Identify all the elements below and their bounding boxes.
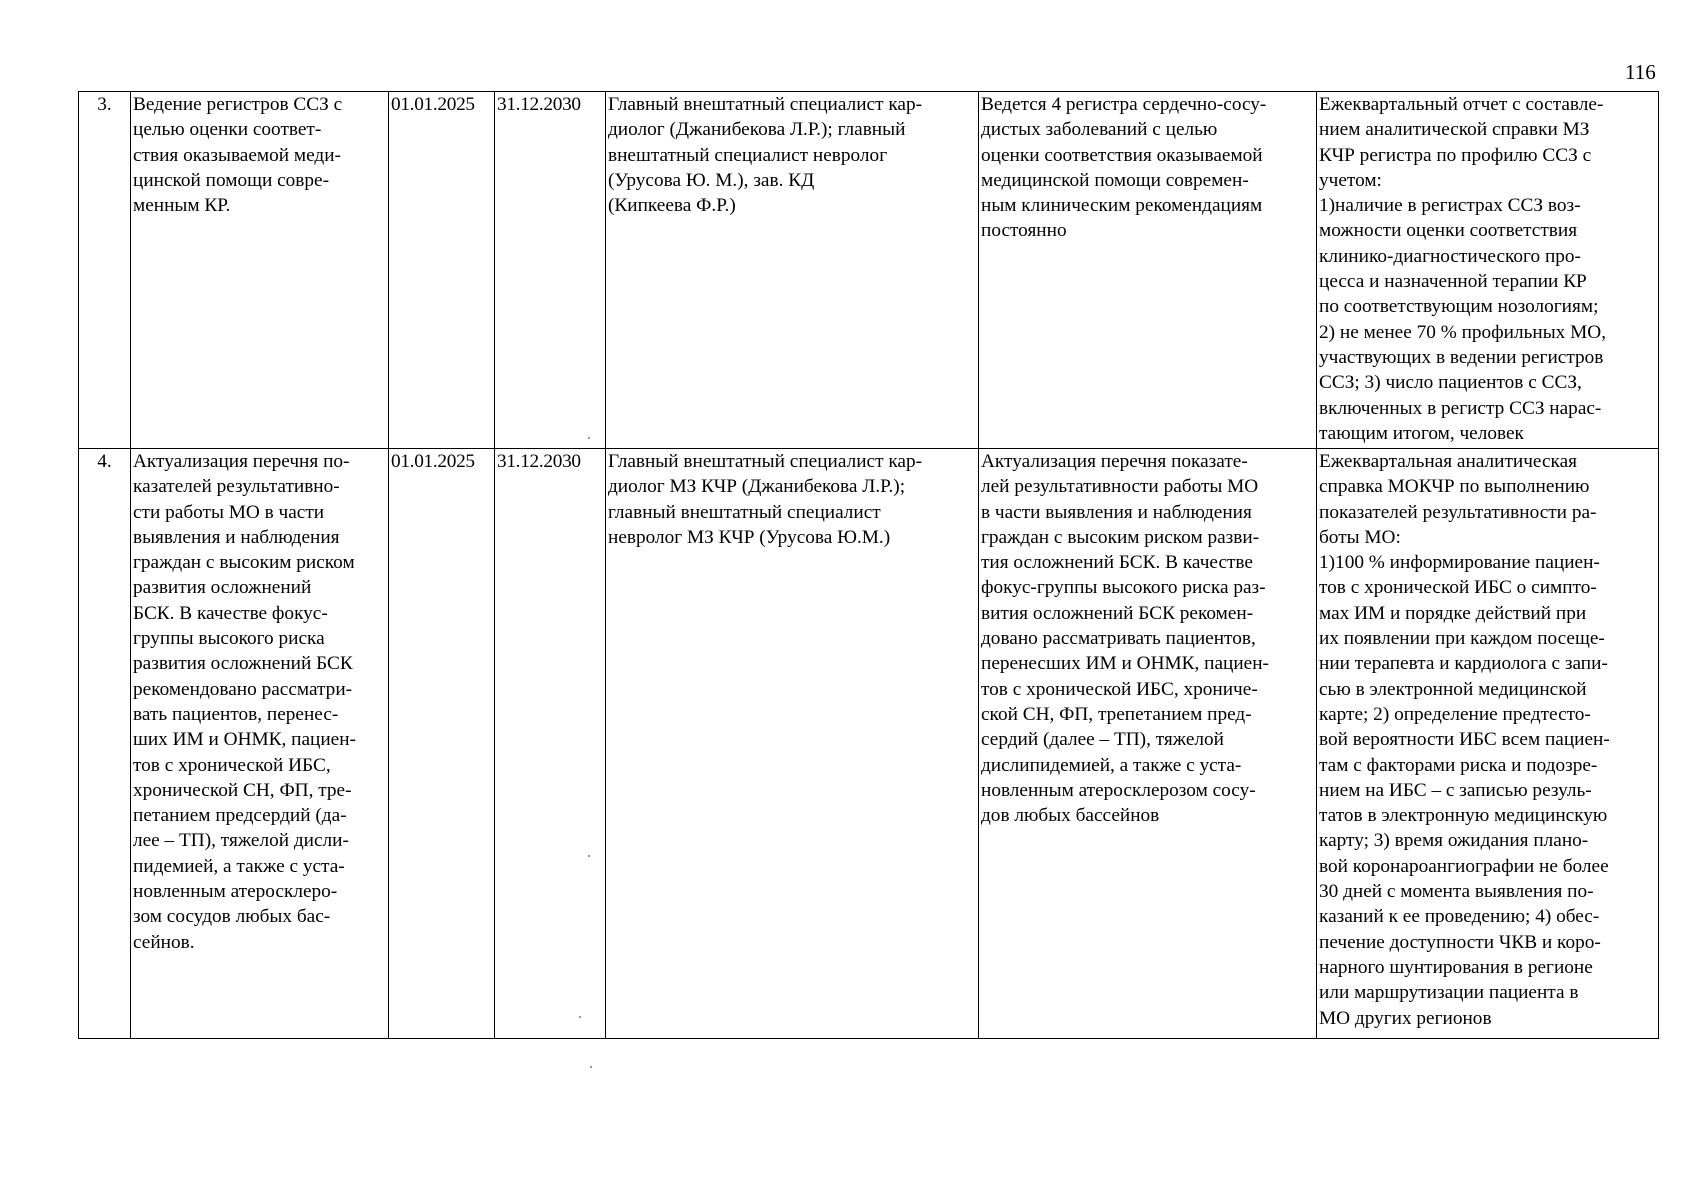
event-cell: Актуализация перечня по- казателей результативно- сти работы МО в части выявления и наблюдения граждан с высоким риском развития осложнений БСК. В качестве фокус- группы высокого риска развития осложнений БСК рекомендовано рассматри- вать пациентов, перенес- ших ИМ и ОНМК, пациен- тов с хронической ИБС, хронической СН, ФП, тре- петанием предсердий (да- лее – ТП), тяжелой дисли- пидемией, а также с уста- новленным атеросклеро- зом сосудов любых бас- сейнов. <box>131 449 389 1039</box>
characteristic-cell: Ведется 4 регистра сердечно-сосу- дистых заболеваний с целью оценки соответствия оказываемой медицинской помощи современ- ным клиническим рекомендациям постоянно <box>979 92 1317 449</box>
end-date-cell: 31.12.2030 <box>495 92 606 449</box>
responsible-cell: Главный внештатный специалист кар- диолог (Джанибекова Л.Р.); главный внештатный специалист невролог (Урусова Ю. М.), зав. КД (Кипкеева Ф.Р.) <box>606 92 979 449</box>
characteristic-cell: Актуализация перечня показате- лей результативности работы МО в части выявления и наблюдения граждан с высоким риском разви- тия осложнений БСК. В качестве фокус-группы высокого риска раз- вития осложнений БСК рекомен- довано рассматривать пациентов, перенесших ИМ и ОНМК, пациен- тов с хронической ИБС, хрониче- ской СН, ФП, трепетанием пред- сердий (далее – ТП), тяжелой дислипидемией, а также с уста- новленным атеросклерозом сосу- дов любых бассейнов <box>979 449 1317 1039</box>
table-row <box>79 92 1659 449</box>
scan-speck <box>579 1016 581 1018</box>
scan-speck <box>590 1066 592 1068</box>
start-date-cell: 01.01.2025 <box>389 92 495 449</box>
end-date-cell: 31.12.2030 <box>495 449 606 1039</box>
row-number: 4. <box>79 449 131 1039</box>
start-date-cell: 01.01.2025 <box>389 449 495 1039</box>
activities-table <box>78 91 1659 1039</box>
control-cell: Ежеквартальная аналитическая справка МОКЧР по выполнению показателей результативности ра- боты МО: 1)100 % информирование пациен- тов с хронической ИБС о симпто- мах ИМ и порядке действий при их появлении при каждом посеще- нии терапевта и кардиолога с запи- сью в электронной медицинской карте; 2) определение предтесто- вой вероятности ИБС всем пациен- там с факторами риска и подозре- нием на ИБС – с записью резуль- татов в электронную медицинскую карту; 3) время ожидания плано- вой коронароангиографии не более 30 дней с момента выявления по- казаний к ее проведению; 4) обес- печение доступности ЧКВ и коро- нарного шунтирования в регионе или маршрутизации пациента в МО других регионов <box>1317 449 1659 1039</box>
scan-speck <box>588 437 590 439</box>
page-number: 116 <box>1625 60 1656 84</box>
scan-speck <box>588 855 590 857</box>
event-cell: Ведение регистров ССЗ с целью оценки соответ- ствия оказываемой меди- цинской помощи совре- менным КР. <box>131 92 389 449</box>
control-cell: Ежеквартальный отчет с составле- нием аналитической справки МЗ КЧР регистра по профилю ССЗ с учетом: 1)наличие в регистрах ССЗ воз- можности оценки соответствия клинико-диагностического про- цесса и назначенной терапии КР по соответствующим нозологиям; 2) не менее 70 % профильных МО, участвующих в ведении регистров ССЗ; 3) число пациентов с ССЗ, включенных в регистр ССЗ нарас- тающим итогом, человек <box>1317 92 1659 449</box>
table-row <box>79 449 1659 1039</box>
responsible-cell: Главный внештатный специалист кар- диолог МЗ КЧР (Джанибекова Л.Р.); главный внештатный специалист невролог МЗ КЧР (Урусова Ю.М.) <box>606 449 979 1039</box>
row-number: 3. <box>79 92 131 449</box>
